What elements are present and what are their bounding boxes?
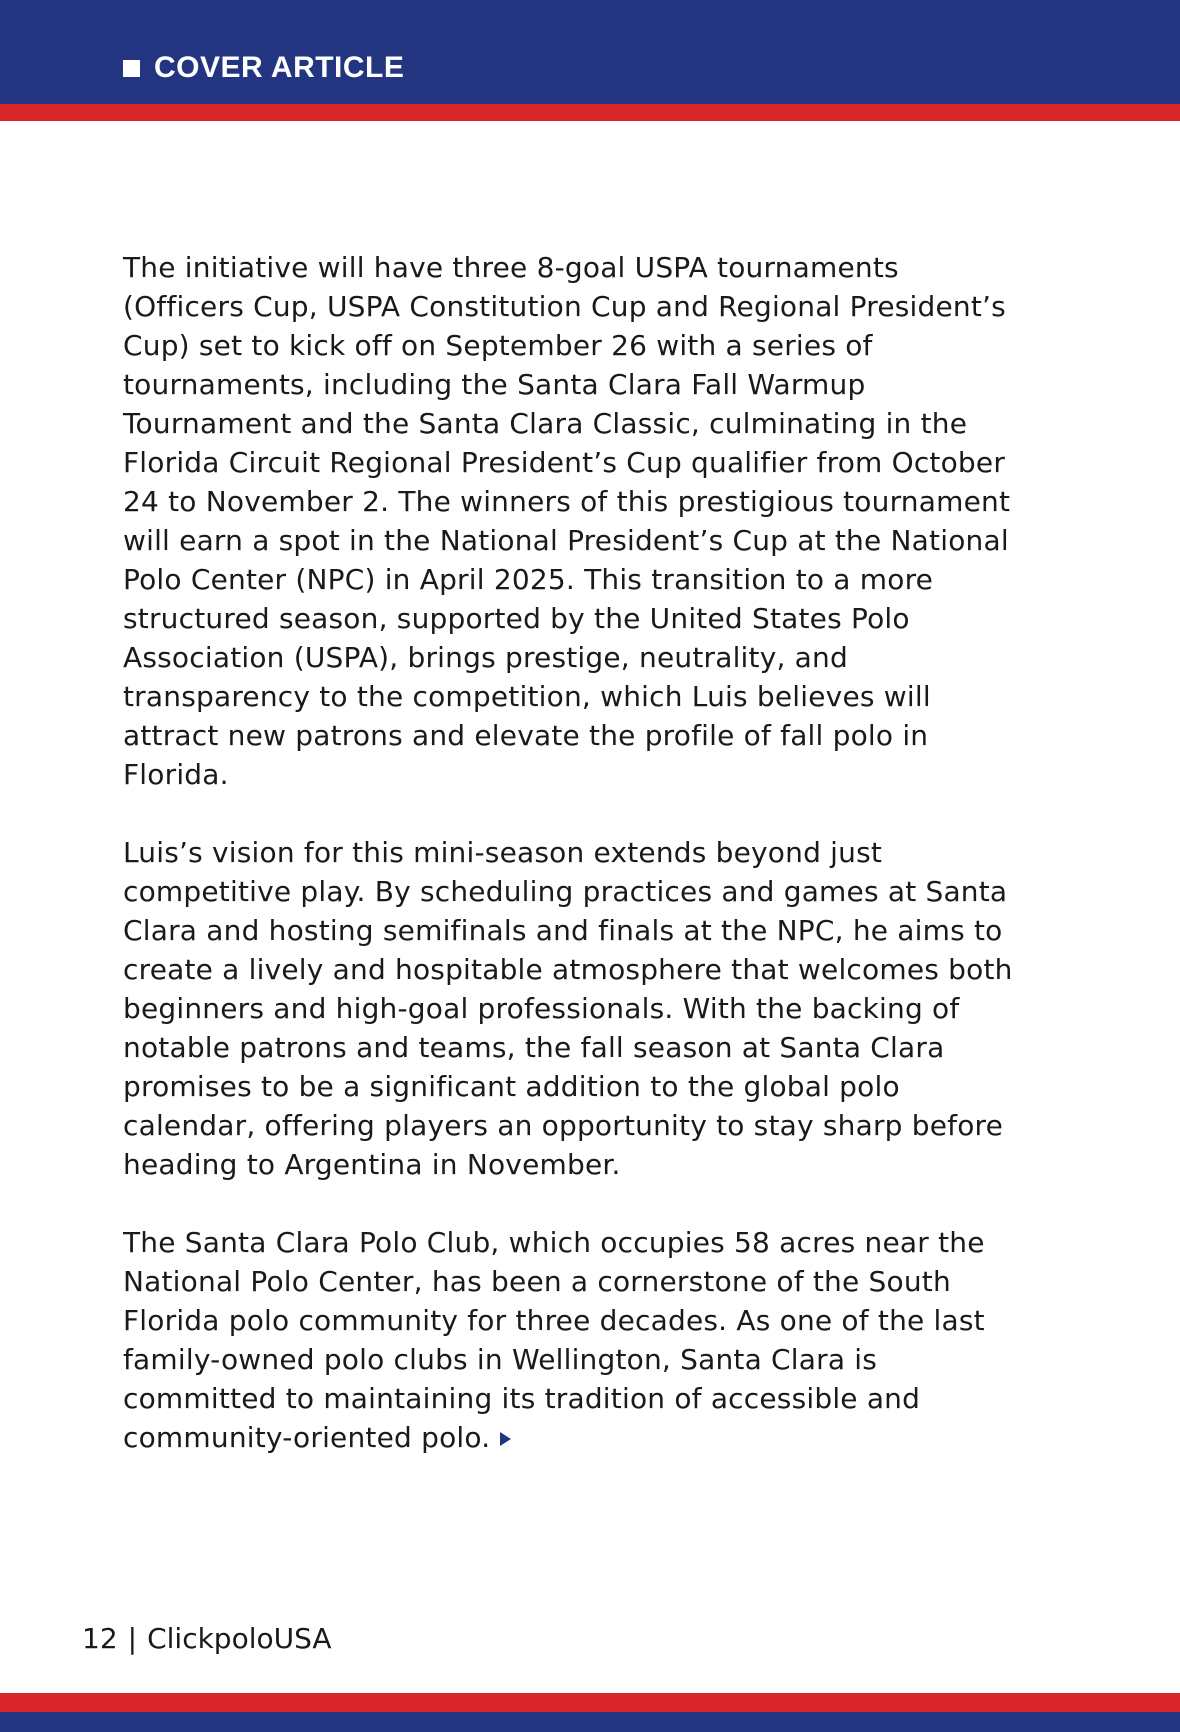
square-bullet-icon xyxy=(123,60,140,77)
publication-name: ClickpoloUSA xyxy=(147,1622,332,1655)
header-red-stripe xyxy=(0,104,1180,121)
end-triangle-icon xyxy=(500,1432,511,1446)
page-footer xyxy=(82,1622,332,1655)
section-label xyxy=(123,48,404,88)
paragraph-3-text: The Santa Clara Polo Club, which occupies 58 acres near the National Polo Center, has been a cornerstone of the South Florida polo community for three decades. As one of the last family-owned polo clubs in Wellington, Santa Clara is committed to maintaining its tradition of accessible and community-oriented polo. xyxy=(123,1226,985,1454)
paragraph-3 xyxy=(123,1223,1083,1457)
page-number: 12 xyxy=(82,1622,118,1655)
footer-band xyxy=(0,1712,1180,1732)
section-label-text: COVER ARTICLE xyxy=(154,51,405,84)
footer-red-stripe xyxy=(0,1693,1180,1712)
article-body xyxy=(123,248,1083,1496)
paragraph-1: The initiative will have three 8-goal USPA tournaments (Officers Cup, USPA Constitution Cup and Regional President’s Cup) set to kick off on September 26 with a series of tournaments, including the Santa Clara Fall Warmup Tournament and the Santa Clara Classic, culminating in the Florida Circuit Regional President’s Cup qualifier from October 24 to November 2. The winners of this prestigious tournament will earn a spot in the National President’s Cup at the National Polo Center (NPC) in April 2025. This transition to a more structured season, supported by the United States Polo Association (USPA), brings prestige, neutrality, and transparency to the competition, which Luis believes will attract new patrons and elevate the profile of fall polo in Florida. xyxy=(123,251,1011,791)
footer-separator: | xyxy=(127,1622,138,1655)
paragraph-2: Luis’s vision for this mini-season extends beyond just competitive play. By scheduling practices and games at Santa Clara and hosting semifinals and finals at the NPC, he aims to create a lively and hospitable atmosphere that welcomes both beginners and high-goal professionals. With the backing of notable patrons and teams, the fall season at Santa Clara promises to be a significant addition to the global polo calendar, offering players an opportunity to stay sharp before heading to Argentina in November. xyxy=(123,836,1013,1181)
